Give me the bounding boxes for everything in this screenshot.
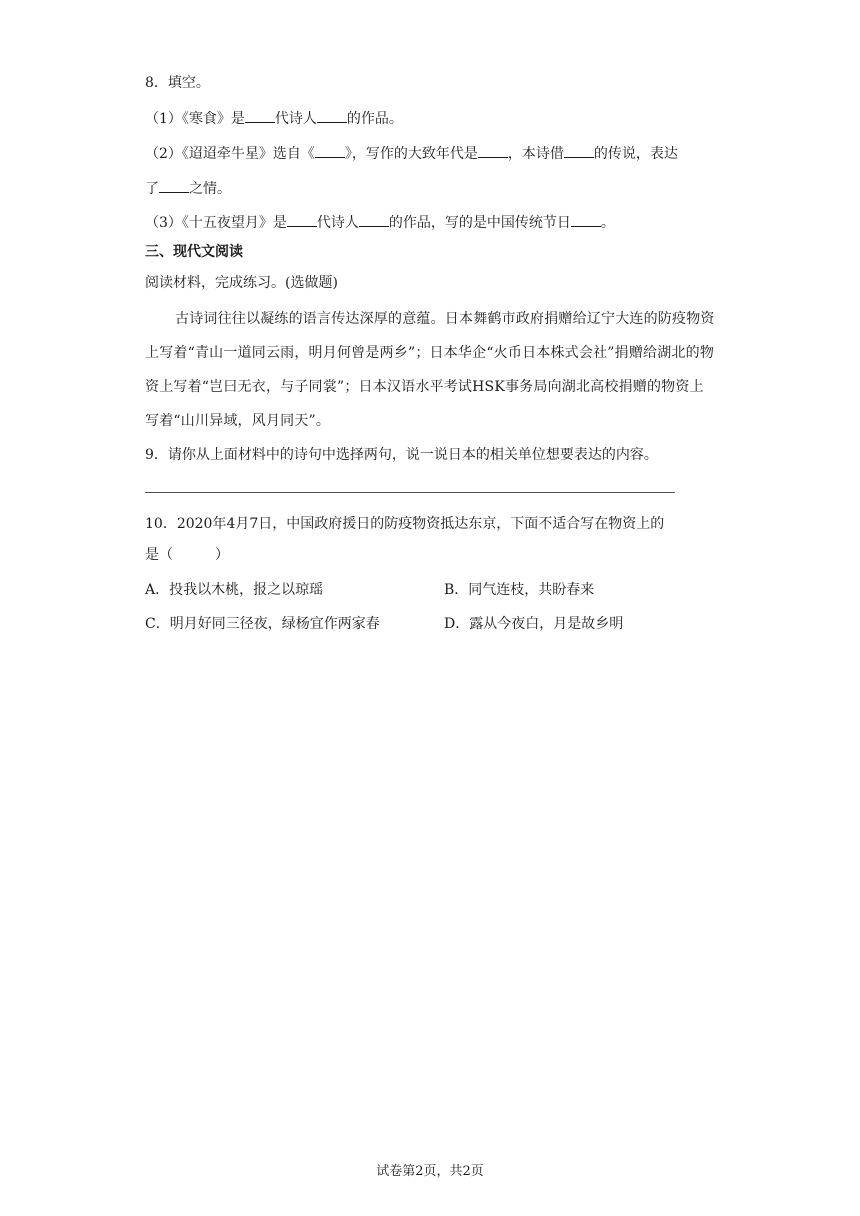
blank[interactable]	[159, 178, 189, 193]
q8-sub2-cont-b: 之情。	[189, 181, 231, 197]
option-c[interactable]: C．明月好同三径夜，绿杨宜作两家春	[145, 616, 380, 632]
blank[interactable]	[245, 108, 275, 123]
question-9: 9．请你从上面材料中的诗句中选择两句，说一说日本的相关单位想要表达的内容。	[145, 447, 658, 463]
option-d[interactable]: D．露从今夜白，月是故乡明	[444, 616, 624, 632]
section-3-instruction: 阅读材料，完成练习。(选做题)	[145, 275, 338, 291]
q8-sub1-a: （1）《寒食》是	[145, 111, 245, 127]
question-8-sub1	[145, 108, 403, 129]
question-8-title: 8．填空。	[145, 75, 210, 91]
q8-sub2-c: ，本诗借	[507, 146, 564, 162]
question-8-sub3	[145, 212, 615, 233]
q8-sub3-a: （3）《十五夜望月》是	[145, 215, 287, 231]
option-a[interactable]: A．投我以木桃，报之以琼瑶	[145, 582, 324, 598]
blank[interactable]	[317, 108, 347, 123]
blank[interactable]	[315, 143, 345, 158]
q8-sub2-cont-a: 了	[145, 181, 159, 197]
reading-material-text: 古诗词往往以凝练的语言传达深厚的意蕴。日本舞鹤市政府捐赠给辽宁大连的防疫物资上写着“青山一道同云雨，明月何曾是两乡”；日本华企“火币日本株式会社”捐赠给湖北的物资上写着“岂曰无衣，与子同裳”；日本汉语水平考试HSK事务局向湖北高校捐赠的物资上写着“山川异域，风月同天”。	[145, 311, 715, 429]
q8-sub2-b: 》，写作的大致年代是	[344, 146, 478, 162]
answer-line[interactable]	[145, 492, 675, 493]
blank[interactable]	[359, 212, 389, 227]
q8-sub1-b: 代诗人	[274, 111, 317, 127]
q8-sub3-b: 代诗人	[316, 215, 359, 231]
q8-sub3-c: 的作品，写的是中国传统节日	[388, 215, 571, 231]
question-10-line1: 10．2020年4月7日，中国政府援日的防疫物资抵达东京，下面不适合写在物资上的	[145, 516, 665, 532]
blank[interactable]	[287, 212, 317, 227]
blank[interactable]	[571, 212, 601, 227]
q8-sub2-d: 的传说，表达	[593, 146, 678, 162]
option-b[interactable]: B．同气连枝，共盼春来	[444, 582, 595, 598]
question-8-sub2-cont	[145, 178, 231, 199]
q8-sub1-c: 的作品。	[346, 111, 403, 127]
question-10-line2: 是（ ）	[145, 547, 229, 563]
reading-material	[145, 302, 717, 438]
q8-sub2-a: （2）《迢迢牵牛星》选自《	[145, 146, 315, 162]
section-3-title: 三、现代文阅读	[145, 244, 243, 260]
question-8-sub2	[145, 143, 678, 164]
blank[interactable]	[478, 143, 508, 158]
q8-sub3-d: 。	[600, 215, 615, 231]
blank[interactable]	[564, 143, 594, 158]
page-footer: 试卷第2页，共2页	[376, 1164, 484, 1179]
